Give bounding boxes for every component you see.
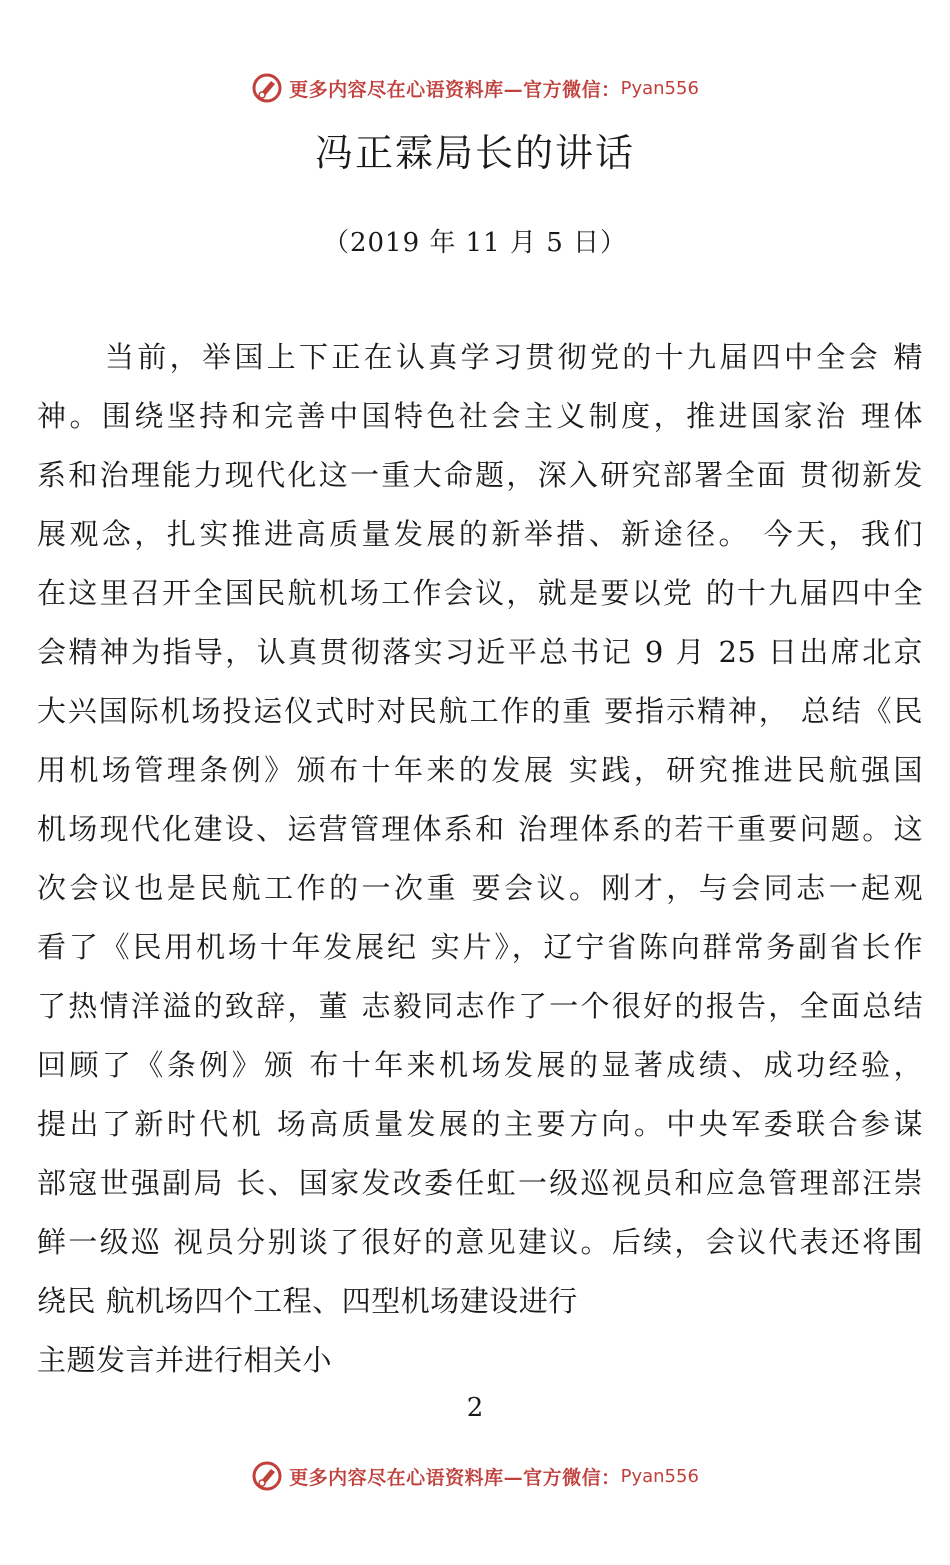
body-paragraph xyxy=(37,328,923,1390)
body-line: 展观念，扎实推进高质量发展的新举措、新途径。 今天，我们 xyxy=(37,517,923,551)
body-line: 绕民 航机场四个工程、四型机场建设进行 xyxy=(37,1284,578,1318)
banner-text: 更多内容尽在心语资料库—官方微信： xyxy=(289,78,621,101)
body-line: 主题发言并进行相关小 xyxy=(37,1343,333,1377)
banner-wechat-id: Pyan556 xyxy=(620,77,699,99)
body-line: 大兴国际机场投运仪式时对民航工作的重 要指示精神， 总结《民 xyxy=(37,694,923,728)
body-line: 在这里召开全国民航机场工作会议，就是要以党 的十九届四中全 xyxy=(37,576,923,610)
header-watermark xyxy=(0,68,950,108)
banner-wechat-id: Pyan556 xyxy=(620,1465,699,1487)
body-line: 回顾了《条例》颁 布十年来机场发展的显著成绩、成功经验， xyxy=(37,1048,923,1082)
body-line: 次会议也是民航工作的一次重 要会议。刚才，与会同志一起观 xyxy=(37,871,923,905)
document-title: 冯正霖局长的讲话 xyxy=(314,131,635,175)
body-line: 了热情洋溢的致辞，董 志毅同志作了一个很好的报告，全面总结 xyxy=(37,989,923,1023)
body-line: 提出了新时代机 场高质量发展的主要方向。中央军委联合参谋 xyxy=(37,1107,923,1141)
footer-watermark xyxy=(0,1456,950,1496)
body-line: 部寇世强副局 长、国家发改委任虹一级巡视员和应急管理部汪崇 xyxy=(37,1166,923,1200)
body-line: 系和治理能力现代化这一重大命题，深入研究部署全面 贯彻新发 xyxy=(37,458,923,492)
body-line: 鲜一级巡 视员分别谈了很好的意见建议。后续，会议代表还将围 xyxy=(37,1225,923,1259)
banner-text: 更多内容尽在心语资料库—官方微信： xyxy=(289,1466,621,1489)
body-line: 当前，举国上下正在认真学习贯彻党的十九届四中全会 精 xyxy=(105,340,923,374)
page-number: 2 xyxy=(466,1393,484,1423)
body-line: 看了《民用机场十年发展纪 实片》，辽宁省陈向群常务副省长作 xyxy=(37,930,923,964)
body-line: 用机场管理条例》颁布十年来的发展 实践，研究推进民航强国 xyxy=(37,753,923,787)
document-date: （2019 年 11 月 5 日） xyxy=(322,228,628,258)
brand-logo-icon xyxy=(251,1460,283,1492)
body-line: 神。围绕坚持和完善中国特色社会主义制度，推进国家治 理体 xyxy=(37,399,923,433)
body-line: 会精神为指导，认真贯彻落实习近平总书记 9 月 25 日出席北京 xyxy=(37,635,923,669)
body-line: 机场现代化建设、运营管理体系和 治理体系的若干重要问题。这 xyxy=(37,812,923,846)
brand-logo-icon xyxy=(251,72,283,104)
